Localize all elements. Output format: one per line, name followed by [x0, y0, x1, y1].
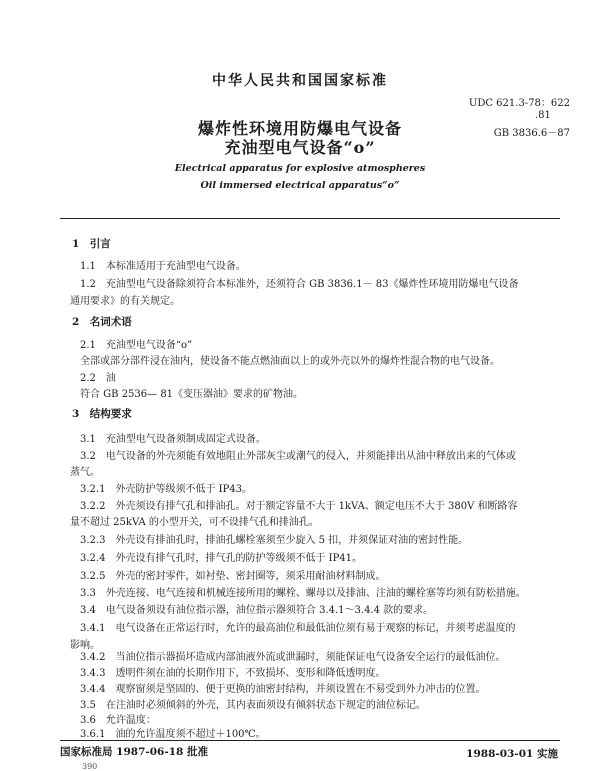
clause-3-2-2-continued: 量不超过 25kVA 的小型开关，可不设排气孔和排油孔。	[70, 517, 319, 528]
gb-code: GB 3836.6－87	[493, 128, 570, 139]
clause-3-2-2	[80, 497, 517, 512]
clause-3-4-4	[80, 680, 485, 695]
clause-1-2	[80, 275, 519, 290]
clause-3-5	[80, 696, 426, 711]
page-number: 390	[82, 762, 98, 771]
clause-number: 2.2	[80, 373, 96, 384]
clause-3-4	[80, 601, 433, 616]
clause-text: 本标准适用于充油型电气设备。	[105, 261, 246, 272]
clause-1-2-continued: 通用要求》的有关规定。	[70, 296, 180, 307]
clause-number: 3.1	[80, 434, 96, 445]
clause-2-2	[80, 369, 116, 384]
clause-number: 3.6.1	[80, 729, 106, 740]
clause-3-4-1	[80, 619, 515, 634]
clause-3-4-3	[80, 664, 385, 679]
clause-text: 电气设备的外壳须能有效地阻止外部灰尘或潮气的侵入，并须能排出从油中释放出来的气体或	[105, 451, 516, 462]
section-2-title: 2 名词术语	[72, 316, 132, 328]
clause-number: 3.4.2	[80, 652, 106, 663]
clause-text: 充油型电气设备须制成固定式设备。	[105, 434, 266, 445]
clause-text: 油	[105, 373, 116, 384]
clause-text: 透明件须在油的长期作用下，不致损坏、变形和降低透明度。	[115, 668, 386, 679]
section-1-title: 1 引言	[72, 238, 111, 250]
clause-text: 外壳的密封零件，如衬垫、密封圈等，须采用耐油材料制成。	[115, 571, 386, 582]
clause-number: 3.2	[80, 451, 96, 462]
clause-text: 外壳须设有排气孔和排油孔。对于额定容量不大于 1kVA、额定电压不大于 380V 和断路容	[115, 501, 518, 512]
clause-number: 1.2	[80, 279, 96, 290]
title-en-line-1: Electrical apparatus for explosive atmospheres	[174, 163, 426, 174]
clause-text: 外壳设有排油孔时，排油孔螺栓塞须至少旋入 5 扣，并须保证对油的密封性能。	[115, 535, 469, 546]
title-cn-line-1: 爆炸性环境用防爆电气设备	[197, 119, 402, 138]
clause-number: 3.2.3	[80, 535, 106, 546]
clause-number: 3.2.5	[80, 571, 106, 582]
clause-number: 3.3	[80, 588, 96, 599]
clause-3-2-4	[80, 549, 362, 564]
clause-text: 油的允许温度须不超过＋100℃。	[115, 729, 266, 740]
approval-note: 国家标准局 1987-06-18 批准	[60, 746, 208, 758]
clause-number: 3.4.3	[80, 668, 106, 679]
clause-2-1-definition: 全部或部分部件浸在油内，使设备不能点燃油面以上的或外壳以外的爆炸性混合物的电气设备。	[80, 356, 500, 367]
clause-number: 3.2.2	[80, 501, 106, 512]
clause-number: 2.1	[80, 340, 96, 351]
footer-divider	[60, 740, 560, 741]
clause-number: 3.4.1	[80, 623, 106, 634]
clause-text: 充油型电气设备“o”	[105, 340, 193, 351]
clause-text: 电气设备须设有油位指示器，油位指示器须符合 3.4.1～3.4.4 款的要求。	[105, 605, 434, 616]
clause-2-2-definition: 符合 GB 2536— 81《变压器油》要求的矿物油。	[80, 389, 304, 400]
standard-title: 中华人民共和国国家标准	[212, 73, 388, 89]
header-divider	[60, 218, 560, 219]
clause-text: 外壳设有排气孔时，排气孔的防护等级须不低于 IP41。	[115, 553, 363, 564]
clause-text: 外壳防护等级须不低于 IP43。	[115, 484, 253, 495]
clause-text: 允许温度：	[105, 715, 156, 726]
clause-3-2-3	[80, 531, 468, 546]
udc-line-1: UDC 621.3-78：622	[468, 98, 570, 109]
clause-3-2-1	[80, 480, 252, 495]
clause-text: 当油位指示器损坏造成内部油液外流或泄漏时，须能保证电气设备安全运行的最低油位。	[115, 652, 506, 663]
clause-3-4-2	[80, 648, 505, 663]
clause-1-1	[80, 257, 246, 272]
title-cn-line-2: 充油型电气设备“o”	[224, 138, 376, 157]
clause-text: 在注油时必须倾斜的外壳，其内表面须设有倾斜状态下规定的油位标记。	[105, 700, 426, 711]
implementation-date: 1988-03-01 实施	[466, 748, 558, 760]
clause-2-1	[80, 336, 192, 351]
clause-3-6-1	[80, 725, 266, 740]
udc-line-2: .81	[534, 110, 551, 121]
clause-3-6	[80, 711, 156, 726]
clause-3-3	[80, 584, 526, 599]
clause-number: 1.1	[80, 261, 96, 272]
clause-number: 3.6	[80, 715, 96, 726]
clause-3-1	[80, 430, 266, 445]
clause-text: 外壳连接、电气连接和机械连接所用的螺栓、螺母以及排油、注油的螺栓塞等均须有防松措施。	[105, 588, 526, 599]
clause-number: 3.5	[80, 700, 96, 711]
clause-3-2-5	[80, 567, 385, 582]
clause-3-2	[80, 447, 516, 462]
clause-text: 观察窗须是坚固的、便于更换的油密封结构，并须设置在不易受到外力冲击的位置。	[115, 684, 486, 695]
clause-3-4-1-continued: 影响。	[70, 640, 100, 651]
clause-number: 3.2.1	[80, 484, 106, 495]
section-3-title: 3 结构要求	[72, 408, 132, 420]
clause-3-2-continued: 蒸气。	[70, 467, 100, 478]
clause-text: 充油型电气设备除须符合本标准外，还须符合 GB 3836.1－ 83《爆炸性环境用防爆电气设备	[105, 279, 519, 290]
clause-number: 3.4.4	[80, 684, 106, 695]
clause-text: 电气设备在正常运行时，允许的最高油位和最低油位须有易于观察的标记，并须考虑温度的	[115, 623, 516, 634]
clause-number: 3.4	[80, 605, 96, 616]
title-en-line-2: Oil immersed electrical apparatus“o”	[200, 180, 400, 191]
clause-number: 3.2.4	[80, 553, 106, 564]
